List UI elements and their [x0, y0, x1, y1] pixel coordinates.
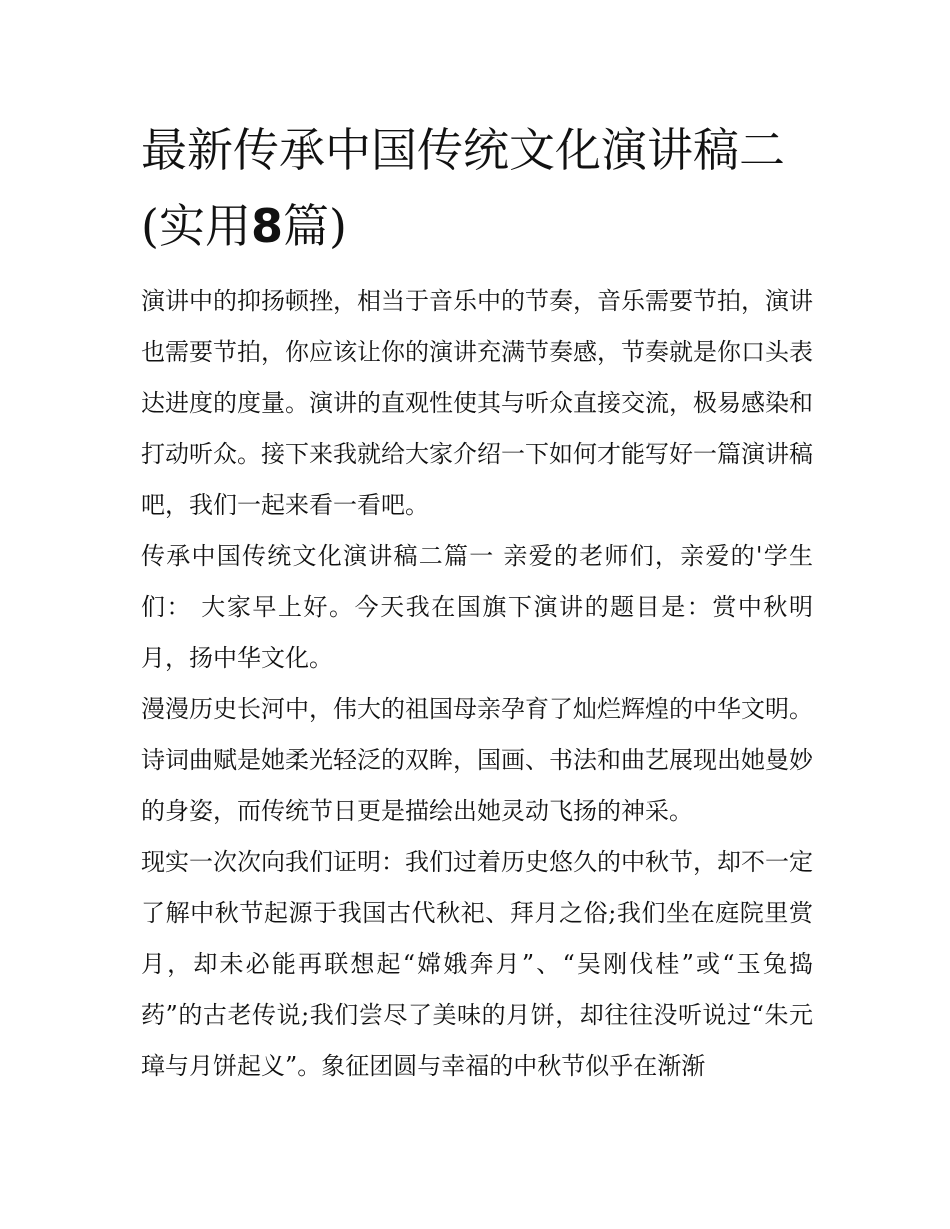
- paragraph-history: 漫漫历史长河中，伟大的祖国母亲孕育了灿烂辉煌的中华文明。诗词曲赋是她柔光轻泛的双眸，国画、书法和曲艺展现出她曼妙的身姿，而传统节日更是描绘出她灵动飞扬的神采。: [141, 695, 813, 825]
- document-content: [141, 112, 813, 1092]
- document-body: [141, 276, 813, 1092]
- title-suffix: 篇): [282, 199, 347, 253]
- paragraph-greeting: 传承中国传统文化演讲稿二篇一 亲爱的老师们，亲爱的'学生们： 大家早上好。今天我在国旗下演讲的题目是：赏中秋明月，扬中华文化。: [141, 542, 813, 672]
- paragraph-reality: 现实一次次向我们证明：我们过着历史悠久的中秋节，却不一定了解中秋节起源于我国古代秋祀、拜月之俗;我们坐在庭院里赏月，却未必能再联想起“嫦娥奔月”、“吴刚伐桂”或“玉兔捣药”的古老传说;我们尝尽了美味的月饼，却往往没听说过“朱元璋与月饼起义”。象征团圆与幸福的中秋节似乎在渐渐: [141, 848, 813, 1080]
- paragraph-intro: 演讲中的抑扬顿挫，相当于音乐中的节奏，音乐需要节拍，演讲也需要节拍，你应该让你的演讲充满节奏感，节奏就是你口头表达进度的度量。演讲的直观性使其与听众直接交流，极易感染和打动听众。接下来我就给大家介绍一下如何才能写好一篇演讲稿吧，我们一起来看一看吧。: [141, 287, 813, 519]
- document-title: [141, 112, 813, 264]
- title-text: 最新传承中国传统文化演讲稿二(实用: [141, 123, 785, 253]
- title-number: 8: [250, 199, 283, 253]
